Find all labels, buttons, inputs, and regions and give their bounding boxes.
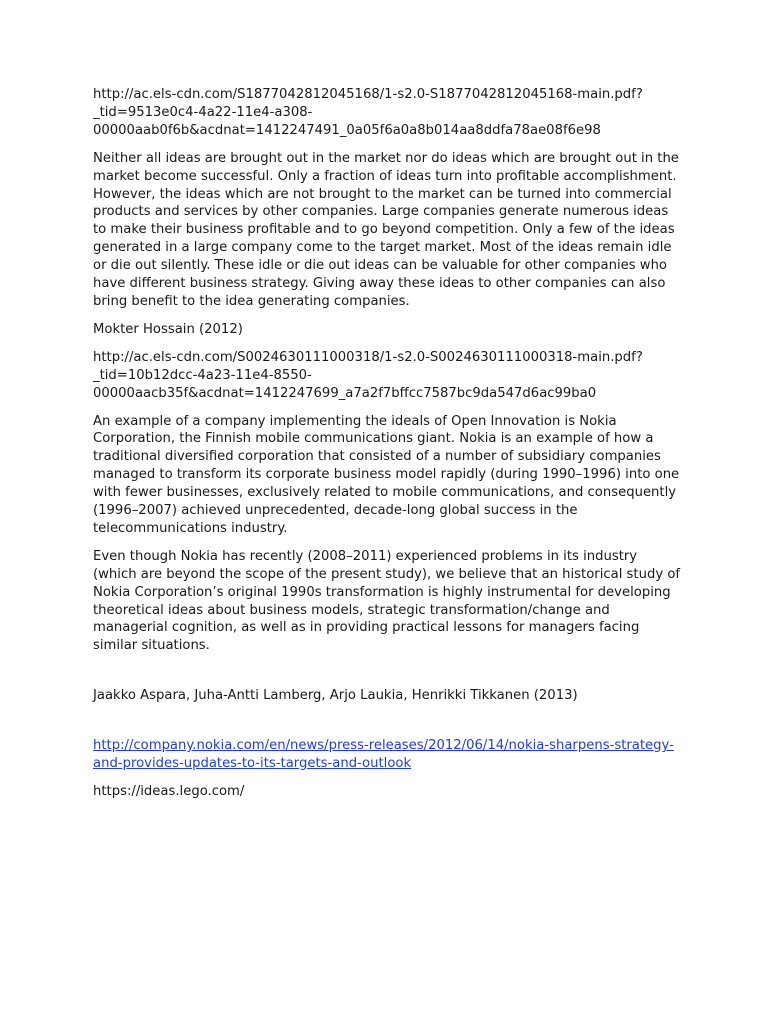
- url-elsevier-1: http://ac.els-cdn.com/S1877042812045168/1-s2.0-S1877042812045168-main.pdf?_tid=9513e0c4-4a22-11e4-a308-00000aab0f6b&acdnat=1412247491_0a05f6a0a8b014aa8ddfa78ae08f6e98: [93, 87, 643, 138]
- spacer: [93, 665, 683, 687]
- nokia-press-release-link[interactable]: http://company.nokia.com/en/news/press-releases/2012/06/14/nokia-sharpens-strategy-and-provides-updates-to-its-targets-and-outlook: [93, 738, 674, 772]
- paragraph-nokia-example: An example of a company implementing the ideals of Open Innovation is Nokia Corporation, the Finnish mobile communications giant. Nokia is an example of how a traditional diversified corporation that consisted of a number of subsidiary companies managed to transform its corporate business model rapidly (during 1990–1996) into one with fewer businesses, exclusively related to mobile communications, and consequently (1996–2007) achieved unprecedented, decade-long global success in the telecommunications industry.: [93, 413, 680, 536]
- paragraph-ideas: Neither all ideas are brought out in the market nor do ideas which are brought out in the market become successful. Only a fraction of ideas turn into profitable accomplishment. However, the ideas which are not brought to the market can be turned into commercial products and services by other companies. Large companies generate numerous ideas to make their business profitable and to go beyond competition. Only a few of the ideas generated in a large company come to the target market. Most of the ideas remain idle or die out silently. These idle or die out ideas can be valuable for other companies who have different business strategy. Giving away these ideas to other companies can also bring benefit to the idea generating companies.: [93, 150, 679, 309]
- document-page: [93, 86, 683, 811]
- citation-hossain: Mokter Hossain (2012): [93, 321, 243, 337]
- url-lego-ideas: https://ideas.lego.com/: [93, 784, 245, 799]
- citation-aspara: Jaakko Aspara, Juha-Antti Lamberg, Arjo Laukia, Henrikki Tikkanen (2013): [93, 688, 578, 704]
- paragraph-nokia-study: Even though Nokia has recently (2008–2011) experienced problems in its industry (which are beyond the scope of the present study), we believe that an historical study of Nokia Corporation’s original 1990s transformation is highly instrumental for developing theoretical ideas about business models, strategic transformation/change and managerial cognition, as well as in providing practical lessons for managers facing similar situations.: [93, 548, 681, 654]
- spacer: [93, 715, 683, 737]
- url-elsevier-2: http://ac.els-cdn.com/S0024630111000318/1-s2.0-S0024630111000318-main.pdf?_tid=10b12dcc-4a23-11e4-8550-00000aacb35f&acdnat=1412247699_a7a2f7bffcc7587bc9da547d6ac99ba0: [93, 349, 643, 401]
